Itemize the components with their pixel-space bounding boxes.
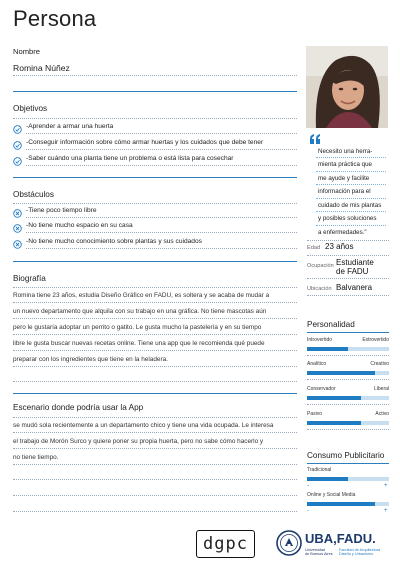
divider: [13, 302, 297, 303]
scale-right-label: Extrovertido: [362, 337, 389, 343]
dgpc-logo: [196, 530, 255, 558]
consumo-heading: Consumo Publicitario: [307, 451, 385, 460]
nombre-label: Nombre: [13, 47, 41, 56]
quote-line: me ayude y facilite: [318, 175, 370, 182]
scale-right-label: Creativo: [370, 361, 389, 367]
divider: [13, 393, 297, 394]
divider: [13, 432, 297, 433]
divider: [13, 479, 297, 480]
divider: [26, 217, 297, 218]
ocupacion-value: Estudiante: [336, 258, 374, 267]
scale-right-label: Liberal: [373, 386, 389, 392]
objetivo-item: -Conseguir información sobre cómo armar huertas y los cuidados que debe tener: [26, 139, 264, 146]
scale-left-label: Conservador: [307, 386, 336, 392]
divider: [13, 287, 297, 288]
check-icon: [13, 125, 22, 134]
personality-bar: [307, 371, 389, 375]
minus-icon: -: [307, 483, 309, 489]
quote-line: cuidado de mis plantas: [318, 202, 382, 209]
biografia-line: libre le gusta buscar nuevas recetas online. Tiene una app que le recomienda qué puede: [13, 340, 265, 347]
quote-line: información para el: [318, 188, 371, 195]
divider: [307, 332, 389, 333]
ocupacion-label: Ocupación: [307, 263, 334, 269]
ubicacion-value: Balvanera: [336, 283, 373, 292]
divider: [13, 203, 297, 204]
divider: [307, 295, 389, 296]
divider: [13, 75, 297, 76]
plus-icon: +: [384, 483, 388, 489]
personality-bar-fill: [307, 371, 375, 375]
objetivo-item: -Aprender a armar una huerta: [26, 123, 114, 130]
divider: [307, 379, 389, 380]
divider: [307, 404, 389, 405]
consumo-bar: [307, 477, 389, 481]
quote-line: Necesito una herra-: [318, 148, 373, 155]
escenario-line: el trabajo de Morón Surco y quiere poner su propia huerta, pero no sabe cómo hacerlo y: [13, 438, 264, 445]
consumo-bar-fill: [307, 477, 348, 481]
divider: [13, 318, 297, 319]
divider: [307, 240, 389, 241]
plus-icon: +: [384, 508, 388, 514]
dgpc-text: dgpc: [203, 534, 248, 554]
scale-left-label: Introvertido: [307, 337, 333, 343]
divider: [26, 165, 297, 166]
obstaculos-heading: Obstáculos: [13, 190, 54, 199]
biografia-line: un nuevo departamento que alquila con su trabajo en una gráfica. No tiene mascotas aún: [13, 308, 267, 315]
escenario-line: se mudó sola recientemente a un departamento chico y tiene una vida ocupada. Le interesa: [13, 422, 274, 429]
objetivos-heading: Objetivos: [13, 104, 48, 113]
ocupacion-value: de FADU: [336, 267, 369, 276]
personality-bar: [307, 396, 389, 400]
quote-line: a enfermedades.": [318, 229, 367, 236]
divider: [26, 232, 297, 233]
ubicacion-label: Ubicación: [307, 286, 332, 292]
quote-icon: [309, 133, 321, 145]
objetivo-item: -Saber cuándo una planta tiene un problema o está lista para cosechar: [26, 155, 234, 162]
divider: [13, 366, 297, 367]
scale-left-label: Analítico: [307, 361, 327, 367]
quote-line: y posibles soluciones: [318, 215, 377, 222]
divider: [13, 334, 297, 335]
check-icon: [13, 157, 22, 166]
divider: [13, 261, 297, 262]
consumo-label: Online y Social Media: [307, 492, 356, 498]
consumo-bar: [307, 502, 389, 506]
personalidad-heading: Personalidad: [307, 320, 355, 329]
divider: [13, 511, 297, 512]
divider: [13, 417, 297, 418]
divider: [307, 355, 389, 356]
divider: [13, 464, 297, 465]
personality-bar-fill: [307, 396, 361, 400]
divider: [13, 381, 297, 382]
x-circle-icon: [13, 209, 22, 218]
uba-subtitle: [305, 548, 333, 557]
divider: [13, 350, 297, 351]
personality-bar: [307, 347, 389, 351]
consumo-bar-fill: [307, 502, 375, 506]
edad-label: Edad: [307, 245, 321, 251]
obstaculo-item: -No tiene mucho espacio en su casa: [26, 222, 133, 229]
fadu-subtitle-line: Diseño y Urbanismo: [339, 552, 374, 557]
x-circle-icon: [13, 240, 22, 249]
divider: [13, 177, 297, 178]
obstaculo-item: -Tiene poco tiempo libre: [26, 207, 97, 214]
personality-bar-fill: [307, 421, 361, 425]
personality-bar: [307, 421, 389, 425]
divider: [26, 248, 297, 249]
escenario-heading: Escenario donde podría usar la App: [13, 403, 144, 412]
divider: [26, 133, 297, 134]
divider: [13, 495, 297, 496]
nombre-value: Romina Núñez: [13, 63, 70, 73]
divider: [307, 255, 389, 256]
divider: [13, 448, 297, 449]
biografia-line: Romina tiene 23 años, estudia Diseño Gráfico en FADU, es soltera y se acaba de mudar a: [13, 292, 270, 299]
biografia-line: pero le gustaría adoptar un perrito o gatito. Le gusta mucho la pastelería y en su tiempo: [13, 324, 262, 331]
persona-photo: [306, 46, 388, 128]
divider: [307, 429, 389, 430]
uba-subtitle-line: Universidad: [305, 548, 326, 552]
uba-seal-icon: [276, 530, 302, 556]
biografia-heading: Biografía: [13, 274, 46, 283]
scale-left-label: Pasivo: [307, 411, 323, 417]
obstaculo-item: -No tiene mucho conocimiento sobre plantas y sus cuidados: [26, 238, 202, 245]
divider: [26, 149, 297, 150]
divider: [307, 278, 389, 279]
fadu-subtitle: [339, 548, 380, 557]
biografia-line: preparar con los ingredientes que tiene en la heladera.: [13, 356, 168, 363]
fadu-subtitle-line: Facultad de Arquitectura: [339, 548, 381, 552]
consumo-label: Tradicional: [307, 467, 332, 473]
escenario-line: no tiene tiempo.: [13, 454, 59, 461]
edad-value: 23 años: [325, 242, 354, 251]
divider: [307, 463, 389, 464]
uba-subtitle-line: de Buenos Aires: [305, 552, 333, 557]
minus-icon: -: [307, 508, 309, 514]
check-icon: [13, 141, 22, 150]
uba-fadu-logo-text: UBA,FADU.: [305, 531, 376, 546]
page-title: Persona: [13, 6, 97, 31]
x-circle-icon: [13, 224, 22, 233]
scale-right-label: Activo: [375, 411, 389, 417]
quote-line: mienta práctica que: [318, 161, 372, 168]
personality-bar-fill: [307, 347, 348, 351]
divider: [13, 118, 297, 119]
divider: [13, 91, 297, 92]
